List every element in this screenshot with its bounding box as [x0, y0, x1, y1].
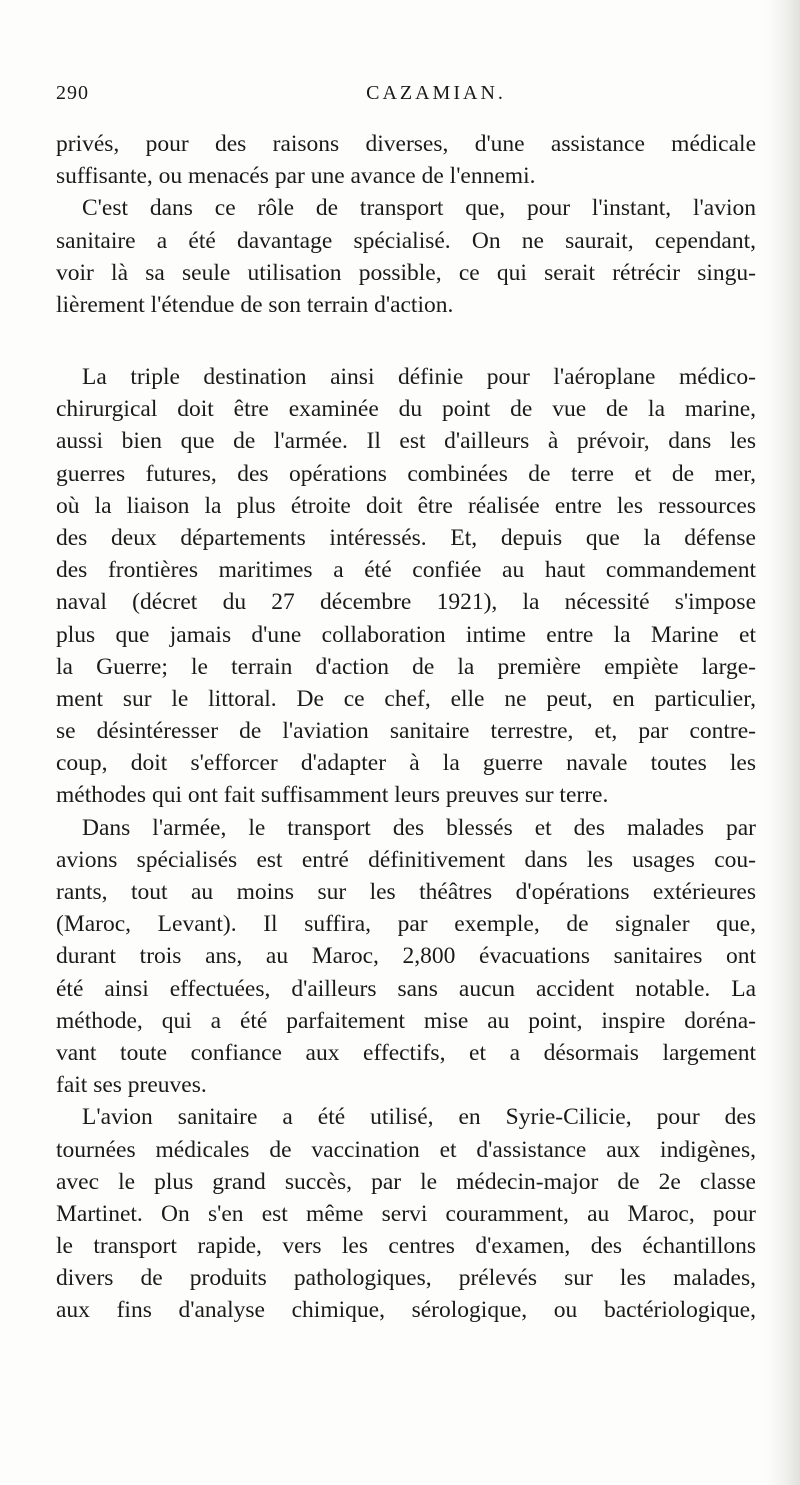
text-line: (Maroc, Levant). Il suffira, par exemple, de signaler que, [56, 911, 756, 938]
text-line: C'est dans ce rôle de transport que, pour l'instant, l'avion [82, 195, 756, 222]
text-line: naval (décret du 27 décembre 1921), la nécessité s'impose [56, 589, 756, 616]
text-line: chirurgical doit être examinée du point de vue de la marine, [56, 396, 756, 423]
text-line: suffisante, ou menacés par une avance de l'ennemi. [56, 163, 536, 190]
text-line: coup, doit s'efforcer d'adapter à la guerre navale toutes les [56, 750, 756, 777]
running-title: CAZAMIAN. [366, 82, 506, 104]
text-line: fait ses preuves. [56, 1072, 207, 1099]
paragraph-2 [56, 192, 756, 321]
text-line: le transport rapide, vers les centres d'examen, des échantillons [56, 1233, 756, 1260]
paragraph-3 [56, 361, 756, 812]
text-block-main [56, 361, 756, 1327]
paragraph-4 [56, 812, 756, 1102]
text-block-top [56, 128, 756, 321]
text-line: des frontières maritimes a été confiée au haut commandement [56, 557, 756, 584]
text-line: sanitaire a été davantage spécialisé. On ne saurait, cependant, [56, 227, 756, 254]
paragraph-1 [56, 128, 756, 192]
text-line: aux fins d'analyse chimique, sérologique, ou bactériologique, [56, 1297, 756, 1324]
scan-edge-shading [766, 0, 800, 1485]
text-line: avions spécialisés est entré définitivement dans les usages cou- [56, 846, 756, 873]
text-line: se désintéresser de l'aviation sanitaire terrestre, et, par contre- [56, 718, 756, 745]
text-line: Martinet. On s'en est même servi couramment, au Maroc, pour [56, 1200, 756, 1227]
text-line: lièrement l'étendue de son terrain d'action. [56, 291, 454, 318]
text-line: tournées médicales de vaccination et d'assistance aux indigènes, [56, 1136, 756, 1163]
text-line: méthodes qui ont fait suffisamment leurs preuves sur terre. [56, 782, 609, 809]
running-head [56, 82, 756, 112]
text-line: L'avion sanitaire a été utilisé, en Syrie-Cilicie, pour des [82, 1104, 756, 1131]
text-line: été ainsi effectuées, d'ailleurs sans aucun accident notable. La [56, 975, 756, 1002]
text-line: voir là sa seule utilisation possible, ce qui serait rétrécir singu- [56, 259, 756, 286]
text-line: rants, tout au moins sur les théâtres d'opérations extérieures [56, 879, 756, 905]
paragraph-5 [56, 1101, 756, 1326]
text-line: divers de produits pathologiques, prélevés sur les malades, [56, 1265, 756, 1292]
text-line: la Guerre; le terrain d'action de la première empiète large- [56, 653, 756, 680]
text-line: durant trois ans, au Maroc, 2,800 évacuations sanitaires ont [56, 943, 756, 970]
text-line: où la liaison la plus étroite doit être réalisée entre les ressources [56, 492, 756, 519]
text-line: ment sur le littoral. De ce chef, elle ne peut, en particulier, [56, 685, 756, 712]
text-line: méthode, qui a été parfaitement mise au point, inspire doréna- [56, 1007, 756, 1034]
text-line: La triple destination ainsi définie pour l'aéroplane médico- [82, 364, 756, 390]
text-line: plus que jamais d'une collaboration intime entre la Marine et [56, 621, 756, 648]
text-line: aussi bien que de l'armée. Il est d'ailleurs à prévoir, dans les [56, 428, 756, 455]
text-line: Dans l'armée, le transport des blessés et des malades par [82, 814, 756, 841]
text-line: avec le plus grand succès, par le médecin-major de 2e classe [56, 1168, 756, 1195]
text-line: privés, pour des raisons diverses, d'une assistance médicale [56, 131, 756, 157]
text-line: des deux départements intéressés. Et, depuis que la défense [56, 524, 756, 551]
page-number: 290 [56, 82, 89, 104]
text-line: vant toute confiance aux effectifs, et a désormais largement [56, 1039, 756, 1066]
text-line: guerres futures, des opérations combinées de terre et de mer, [56, 460, 756, 487]
